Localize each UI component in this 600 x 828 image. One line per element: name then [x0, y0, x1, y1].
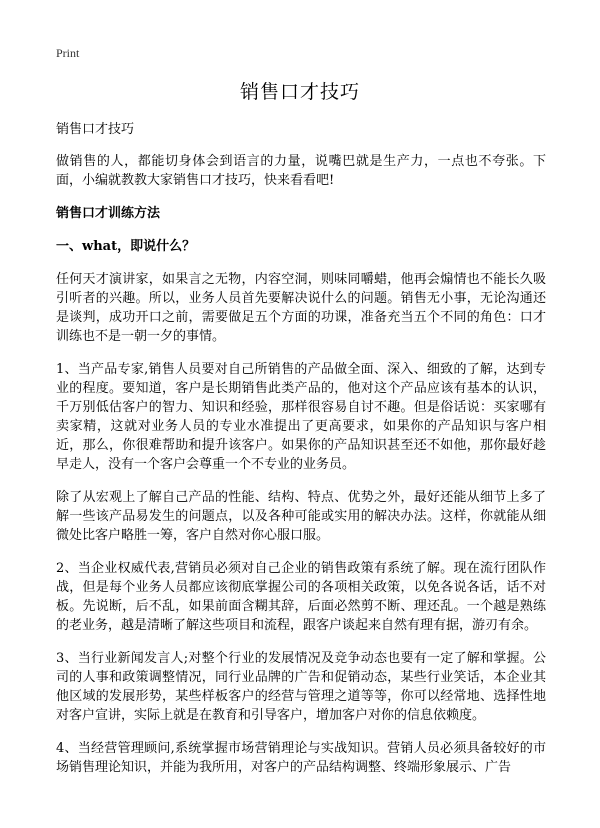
body-paragraph: 任何天才演讲家，如果言之无物，内容空洞，则味同嚼蜡，他再会煽情也不能长久吸引听者的兴趣。所以，业务人员首先要解决说什么的问题。销售无小事，无论沟通还是谈判，成功开口之前，需要做足五个方面的功课，准备充当五个不同的角色：口才训练也不是一朝一夕的事情。 [56, 272, 546, 344]
article-body [56, 120, 546, 791]
subsection-heading: 一、what，即说什么？ [56, 239, 196, 254]
body-paragraph: 3、当行业新闻发言人;对整个行业的发展情况及竞争动态也要有一定了解和掌握。公司的人事和政策调整情况，同行业品牌的广告和促销动态，某些行业笑话，本企业其他区域的发展形势，某些样板客户的经营与管理之道等等，你可以经常地、选择性地对客户宣讲，实际上就是在教育和引导客户，增加客户对你的信息依赖度。 [56, 651, 546, 723]
print-link[interactable]: Print [56, 46, 80, 60]
body-paragraph: 1、当产品专家,销售人员要对自己所销售的产品做全面、深入、细致的了解，达到专业的程度。要知道，客户是长期销售此类产品的，他对这个产品应该有基本的认识，千万别低估客户的智力、知识和经验，那样很容易自讨不趣。但是俗话说：买家哪有卖家精，这就对业务人员的专业水准提出了更高要求，如果你的产品知识与客户相近，那么，你很难帮助和提升该客户。如果你的产品知识甚至还不如他，那你最好趁早走人，没有一个客户会尊重一个不专业的业务员。 [56, 362, 546, 472]
body-paragraph: 除了从宏观上了解自己产品的性能、结构、特点、优势之外，最好还能从细节上多了解一些该产品易发生的问题点，以及各种可能或实用的解决办法。这样，你就能从细微处比客户略胜一筹，客户自然对你心服口服。 [56, 490, 546, 543]
body-paragraph: 2、当企业权威代表,营销员必须对自己企业的销售政策有系统了解。现在流行团队作战，但是每个业务人员都应该彻底掌握公司的各项相关政策，以免各说各话，话不对板。先说断，后不乱，如果前面含糊其辞，后面必然剪不断、理还乱。一个越是熟练的老业务，越是清晰了解这些项目和流程，跟客户谈起来自然有理有据，游刃有余。 [56, 561, 546, 633]
article-subtitle: 销售口才技巧 [56, 122, 135, 137]
intro-paragraph: 做销售的人，都能切身体会到语言的力量，说嘴巴就是生产力，一点也不夸张。下面，小编就教教大家销售口才技巧，快来看看吧! [56, 154, 546, 188]
page-title: 销售口才技巧 [239, 81, 360, 103]
section-heading: 销售口才训练方法 [56, 206, 161, 221]
body-paragraph: 4、当经营管理顾问,系统掌握市场营销理论与实战知识。营销人员必须具备较好的市场销售理论知识，并能为我所用，对客户的产品结构调整、终端形象展示、广告 [56, 741, 546, 775]
